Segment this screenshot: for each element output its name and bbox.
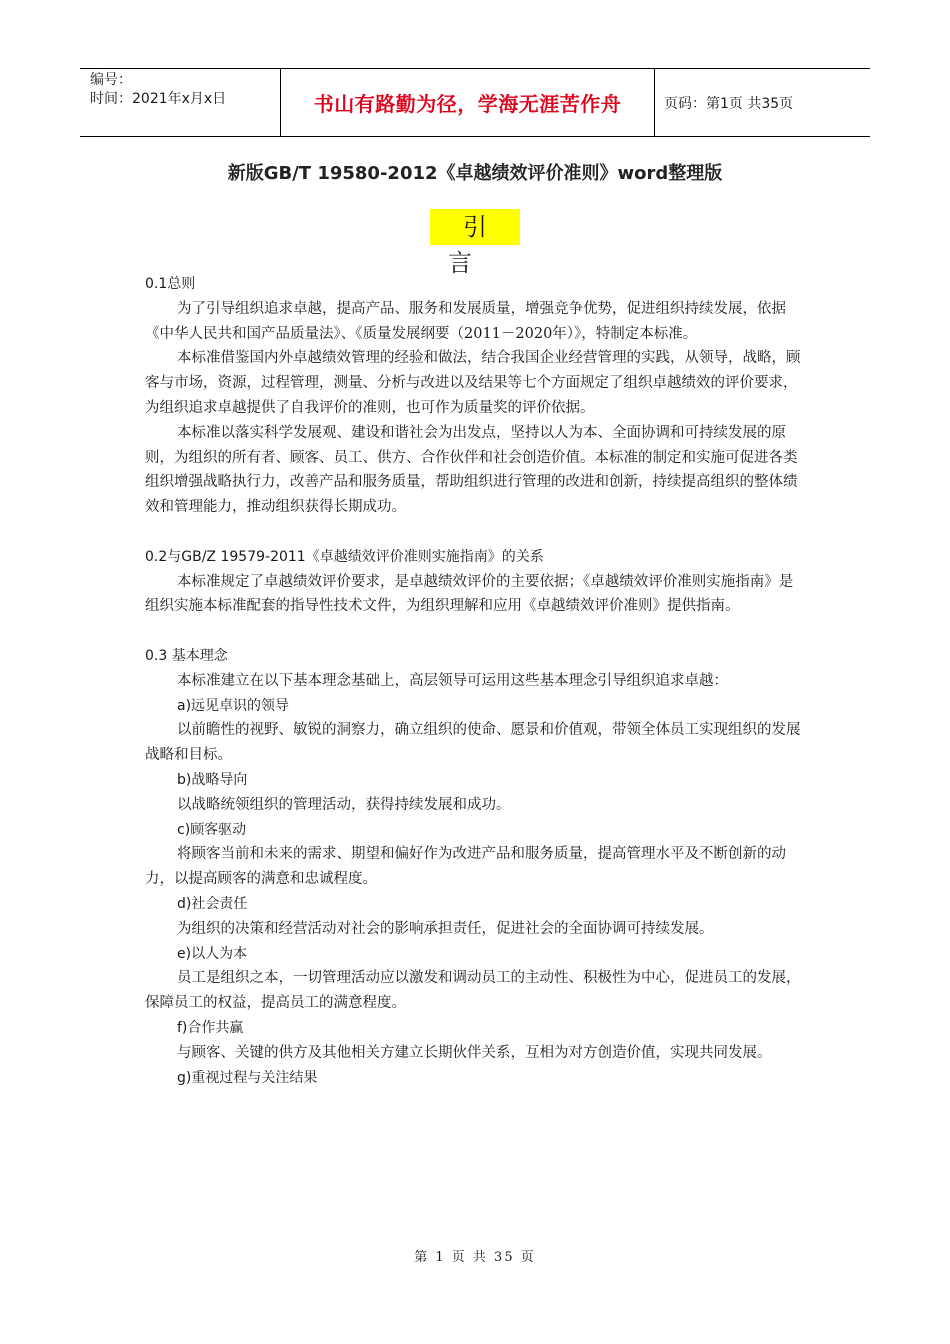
section-heading-0-1: 0.1总则 (145, 276, 196, 292)
concept-title-f: f)合作共赢 (177, 1019, 244, 1036)
section-heading-0-2: 0.2与GB/Z 19579-2011《卓越绩效评价准则实施指南》的关系 (145, 548, 544, 565)
intro-heading: 引言 (430, 209, 520, 245)
header-motto: 书山有路勤为径，学海无涯苦作舟 (313, 92, 622, 116)
paragraph: 以战略统领组织的管理活动，获得持续发展和成功。 (177, 796, 511, 813)
concept-title-d: d)社会责任 (177, 895, 248, 912)
paragraph: 与顾客、关键的供方及其他相关方建立长期伙伴关系，互相为对方创造价值，实现共同发展。 (177, 1044, 772, 1061)
concept-title-b: b)战略导向 (177, 771, 248, 788)
page-footer: 第 1 页 共 35 页 (414, 1250, 536, 1265)
header-meta (80, 69, 281, 136)
paragraph: 本标准借鉴国内外卓越绩效管理的经验和做法，结合我国企业经营管理的实践，从领导，战略，顾客与市场，资源，过程管理，测量、分析与改进以及结果等七个方面规定了组织卓越绩效的评价要求，为组织追求卓越提供了自我评价的准则，也可作为质量奖的评价依据。 (145, 350, 801, 416)
document-body (145, 272, 805, 1090)
paragraph: 本标准以落实科学发展观、建设和谐社会为出发点，坚持以人为本、全面协调和可持续发展的原则，为组织的所有者、顾客、员工、供方、合作伙伴和社会创造价值。本标准的制定和实施可促进各类组织增强战略执行力，改善产品和服务质量，帮助组织进行管理的改进和创新，持续提高组织的整体绩效和管理能力，推动组织获得长期成功。 (145, 424, 798, 516)
time-label: 时间：2021年x月x日 (90, 91, 227, 107)
paragraph: 为了引导组织追求卓越，提高产品、服务和发展质量，增强竞争优势，促进组织持续发展，依据《中华人民共和国产品质量法》、《质量发展纲要（2011－2020年）》，特制定本标准。 (145, 300, 786, 342)
page-info: 页码：第1页 共35页 (664, 95, 794, 112)
paragraph: 将顾客当前和未来的需求、期望和偏好作为改进产品和服务质量，提高管理水平及不断创新的动力，以提高顾客的满意和忠诚程度。 (145, 846, 786, 888)
paragraph: 为组织的决策和经营活动对社会的影响承担责任，促进社会的全面协调可持续发展。 (177, 920, 714, 937)
document-title: 新版GB/T 19580-2012《卓越绩效评价准则》word整理版 (227, 163, 723, 184)
paragraph: 本标准建立在以下基本理念基础上，高层领导可运用这些基本理念引导组织追求卓越： (177, 672, 728, 689)
paragraph: 本标准规定了卓越绩效评价要求，是卓越绩效评价的主要依据；《卓越绩效评价准则实施指南》是组织实施本标准配套的指导性技术文件，为组织理解和应用《卓越绩效评价准则》提供指南。 (145, 573, 794, 615)
concept-title-c: c)顾客驱动 (177, 821, 247, 838)
concept-title-e: e)以人为本 (177, 945, 248, 962)
number-label: 编号： (90, 72, 132, 88)
concept-title-a: a)远见卓识的领导 (177, 697, 290, 714)
header-table (80, 68, 870, 137)
paragraph: 以前瞻性的视野、敏锐的洞察力，确立组织的使命、愿景和价值观，带领全体员工实现组织的发展战略和目标。 (145, 722, 801, 764)
header-motto-cell (281, 69, 655, 136)
paragraph: 员工是组织之本，一切管理活动应以激发和调动员工的主动性、积极性为中心，促进员工的发展，保障员工的权益，提高员工的满意程度。 (145, 970, 801, 1012)
section-heading-0-3: 0.3 基本理念 (145, 647, 228, 664)
concept-title-g: g)重视过程与关注结果 (177, 1069, 318, 1086)
